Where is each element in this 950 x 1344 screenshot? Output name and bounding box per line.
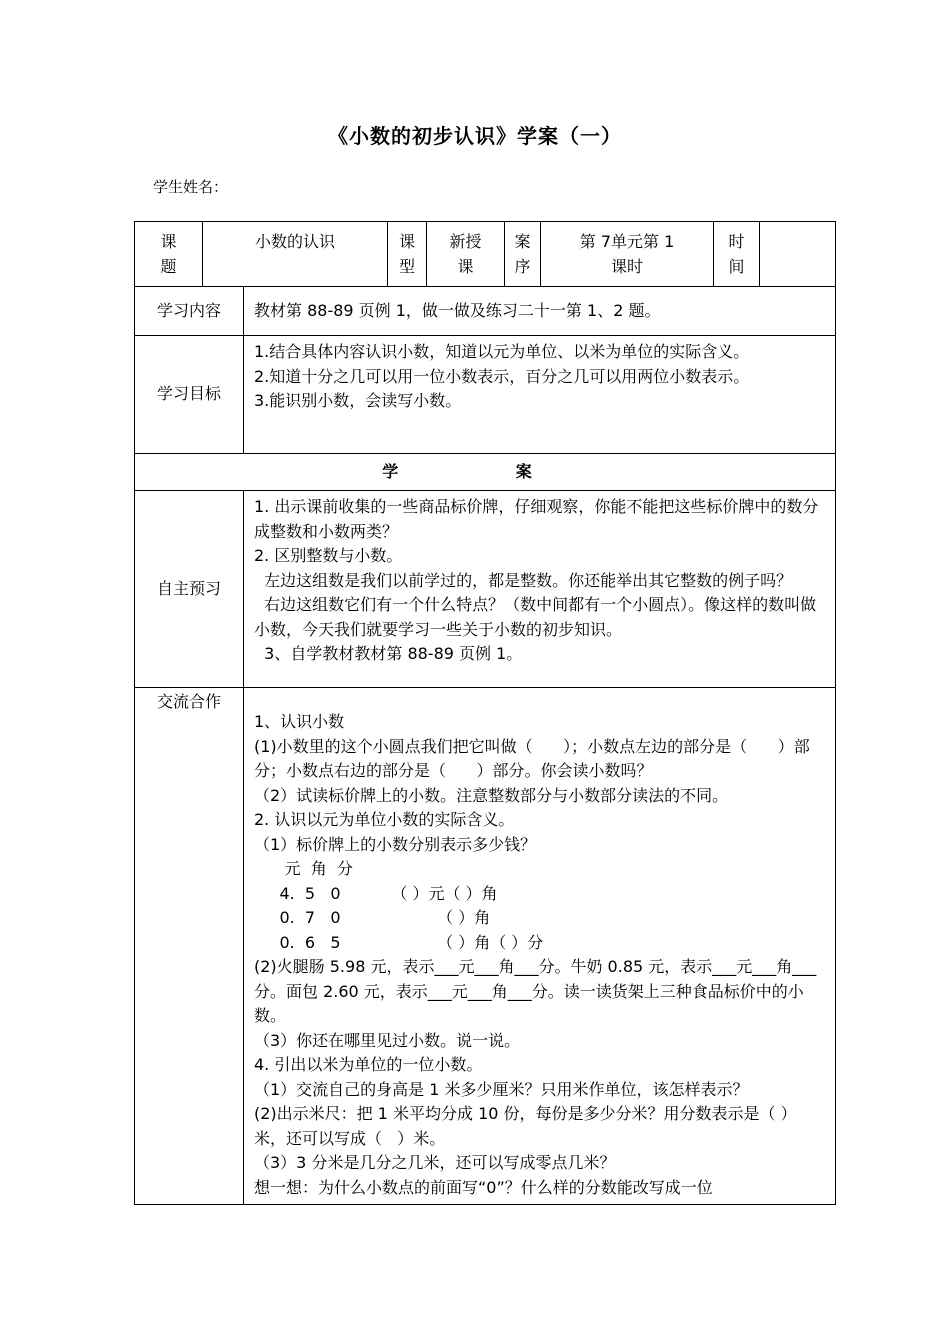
coop-row [135, 688, 836, 1205]
goal-content [244, 336, 836, 454]
preview-line: 右边这组数它们有一个什么特点？（数中间都有一个小圆点）。像这样的数叫做小数，今天我们就要学习一些关于小数的初步知识。 [254, 595, 817, 639]
coop-line: 元 角 分 [254, 859, 353, 878]
type-label-cell [388, 222, 427, 287]
time-value [760, 222, 835, 230]
order-label-cell [505, 222, 541, 287]
preview-content [244, 491, 836, 688]
topic-label: 课 题 [160, 232, 177, 276]
preview-label: 自主预习 [135, 491, 244, 688]
preview-line: 左边这组数是我们以前学过的，都是整数。你还能举出其它整数的例子吗？ [254, 570, 793, 590]
content-text: 教材第 88-89 页例 1，做一做及练习二十一第 1、2 题。 [244, 287, 836, 336]
type-value: 新授 课 [449, 232, 482, 276]
coop-line: 0. 7 0 （ ）角 [254, 908, 491, 927]
coop-line: 2. 认识以元为单位小数的实际含义。 [254, 810, 515, 829]
topic-value: 小数的认识 [255, 232, 336, 251]
topic-label-cell [135, 222, 203, 287]
type-label: 课 型 [399, 232, 416, 276]
preview-line: 1. 出示课前收集的一些商品标价牌，仔细观察，你能不能把这些标价牌中的数分成整数和小数两类？ [254, 497, 819, 541]
coop-line: 0. 6 5 （ ）角（ ）分 [254, 932, 544, 952]
coop-line: （3）你还在哪里见过小数。说一说。 [254, 1030, 521, 1050]
coop-line: （1）标价牌上的小数分别表示多少钱？ [254, 834, 537, 854]
order-value: 第 7单元第 1 课时 [579, 232, 675, 276]
lesson-table [134, 221, 836, 1205]
time-label: 时 间 [728, 232, 745, 276]
coop-line: （1）交流自己的身高是 1 米多少厘米？只用米作单位，该怎样表示？ [254, 1079, 749, 1099]
topic-value-cell [203, 222, 388, 287]
goal-line: 1.结合具体内容认识小数，知道以元为单位、以米为单位的实际含义。 [254, 342, 750, 361]
order-value-cell [541, 222, 714, 287]
order-label: 案 序 [514, 232, 531, 276]
coop-line: 4. 引出以米为单位的一位小数。 [254, 1055, 483, 1074]
preview-row [135, 491, 836, 688]
page-title: 《小数的初步认识》学案（一） [328, 124, 622, 148]
plan-heading: 学 案 [135, 454, 836, 491]
coop-line: (2)出示米尺：把 1 米平均分成 10 份，每份是多少分米？用分数表示是（ ） 米，还可以写成（ ）米。 [254, 1104, 802, 1148]
time-value-cell [760, 222, 836, 287]
coop-label: 交流合作 [135, 688, 244, 1205]
content-label: 学习内容 [135, 287, 244, 336]
plan-heading-row [135, 454, 836, 491]
preview-line: 3、自学教材教材第 88-89 页例 1。 [254, 644, 523, 663]
time-label-cell [714, 222, 760, 287]
student-name-label: 学生姓名： [153, 178, 229, 196]
coop-line: （2）试读标价牌上的小数。注意整数部分与小数部分读法的不同。 [254, 785, 729, 805]
coop-line: (2)火腿肠 5.98 元，表示___元___角___分。牛奶 0.85 元，表示___元___角___分。面包 2.60 元，表示___元___角___分。读一读货架上三种食品标价中的小数。 [254, 957, 817, 1025]
goal-row [135, 336, 836, 454]
coop-line: （3）3 分米是几分之几米，还可以写成零点几米？ [254, 1153, 616, 1172]
goal-line: 3.能识别小数，会读写小数。 [254, 391, 462, 410]
type-value-cell [427, 222, 505, 287]
goal-line: 2.知道十分之几可以用一位小数表示，百分之几可以用两位小数表示。 [254, 366, 750, 386]
coop-content [244, 688, 836, 1205]
coop-line: 想一想：为什么小数点的前面写“0”？什么样的分数能改写成一位 [254, 1177, 713, 1197]
goal-label: 学习目标 [135, 336, 244, 454]
coop-line: 4. 5 0 （ ）元（ ）角 [254, 883, 498, 903]
content-row [135, 287, 836, 336]
preview-line: 2. 区别整数与小数。 [254, 546, 403, 565]
coop-line: (1)小数里的这个小圆点我们把它叫做（ ）；小数点左边的部分是（ ）部分；小数点右边的部分是（ ）部分。你会读小数吗？ [254, 736, 810, 780]
coop-line: 1、认识小数 [254, 712, 345, 731]
header-row [135, 222, 836, 287]
